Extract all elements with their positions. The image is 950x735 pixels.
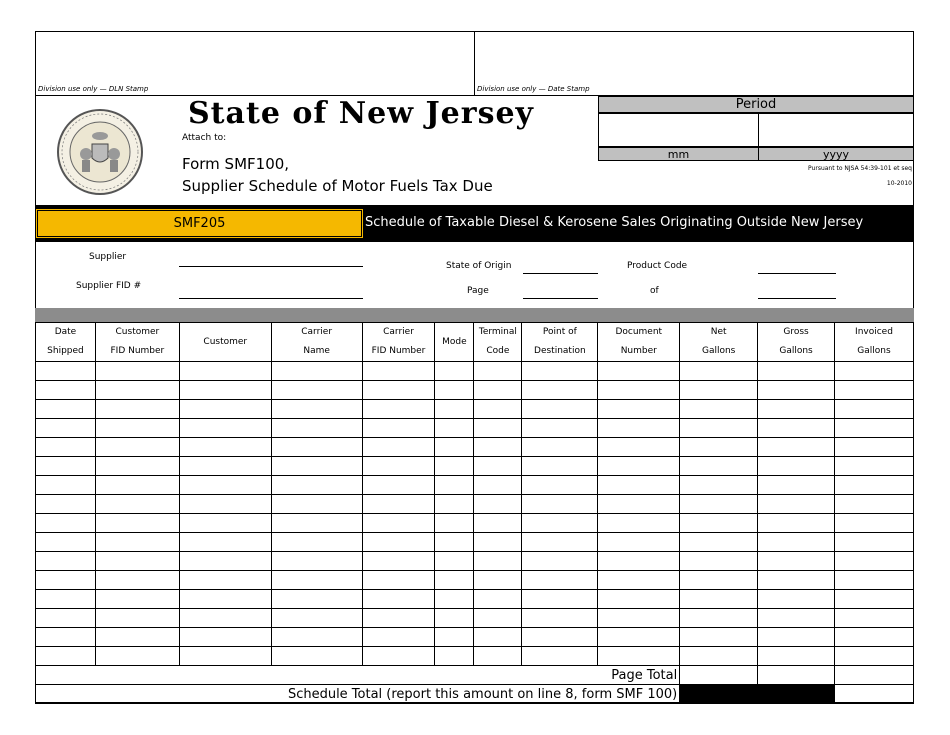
table-cell[interactable] xyxy=(522,609,598,628)
table-cell[interactable] xyxy=(680,533,758,552)
page-total-net-cell[interactable] xyxy=(680,666,758,685)
table-cell[interactable] xyxy=(36,419,96,438)
table-cell[interactable] xyxy=(179,609,271,628)
table-cell[interactable] xyxy=(474,552,522,571)
table-cell[interactable] xyxy=(36,590,96,609)
supplier-label: Supplier xyxy=(89,252,127,262)
table-cell[interactable] xyxy=(271,400,362,419)
table-row xyxy=(36,571,914,590)
table-cell[interactable] xyxy=(474,400,522,419)
table-cell[interactable] xyxy=(271,495,362,514)
col-header-gross-gallons: Gross Gallons xyxy=(758,323,835,362)
col-header-carrier-name: Carrier Name xyxy=(271,323,362,362)
table-cell[interactable] xyxy=(179,419,271,438)
product-code-input[interactable] xyxy=(758,273,836,274)
col-header-terminal-code: Terminal Code xyxy=(474,323,522,362)
table-cell[interactable] xyxy=(835,476,914,495)
table-cell[interactable] xyxy=(680,419,758,438)
table-cell[interactable] xyxy=(36,362,96,381)
period-yyyy-label: yyyy xyxy=(758,147,914,161)
table-cell[interactable] xyxy=(362,476,435,495)
table-cell[interactable] xyxy=(758,381,835,400)
schedule-title: Schedule of Taxable Diesel & Kerosene Sales Originating Outside New Jersey xyxy=(365,215,864,230)
table-cell[interactable] xyxy=(95,362,179,381)
table-cell[interactable] xyxy=(179,514,271,533)
table-cell[interactable] xyxy=(95,514,179,533)
page-total-label: Page Total xyxy=(36,666,680,685)
table-cell[interactable] xyxy=(835,533,914,552)
table-cell[interactable] xyxy=(680,400,758,419)
table-cell[interactable] xyxy=(435,647,474,666)
date-stamp-label: Division use only — Date Stamp xyxy=(477,85,590,93)
table-cell[interactable] xyxy=(522,495,598,514)
table-cell[interactable] xyxy=(758,590,835,609)
table-cell[interactable] xyxy=(435,438,474,457)
schedule-total-label: Schedule Total (report this amount on line 8, form SMF 100) xyxy=(36,685,680,704)
table-cell[interactable] xyxy=(435,609,474,628)
state-origin-label: State of Origin xyxy=(446,261,512,271)
table-cell[interactable] xyxy=(680,438,758,457)
table-cell[interactable] xyxy=(758,400,835,419)
table-cell[interactable] xyxy=(362,400,435,419)
period-year-input[interactable] xyxy=(758,113,914,147)
table-row xyxy=(36,552,914,571)
table-cell[interactable] xyxy=(598,571,680,590)
table-cell[interactable] xyxy=(680,552,758,571)
of-label: of xyxy=(650,286,659,296)
table-cell[interactable] xyxy=(680,476,758,495)
table-cell[interactable] xyxy=(36,647,96,666)
table-row xyxy=(36,381,914,400)
table-cell[interactable] xyxy=(474,590,522,609)
table-cell[interactable] xyxy=(435,590,474,609)
table-cell[interactable] xyxy=(95,381,179,400)
table-cell[interactable] xyxy=(362,533,435,552)
table-cell[interactable] xyxy=(95,552,179,571)
table-cell[interactable] xyxy=(835,362,914,381)
table-cell[interactable] xyxy=(835,628,914,647)
supplier-fid-input[interactable] xyxy=(179,298,363,299)
statute-text: Pursuant to NJSA 54:39-101 et seq xyxy=(808,165,912,172)
table-cell[interactable] xyxy=(598,476,680,495)
table-cell[interactable] xyxy=(758,495,835,514)
table-cell[interactable] xyxy=(362,571,435,590)
table-cell[interactable] xyxy=(179,647,271,666)
table-cell[interactable] xyxy=(680,590,758,609)
table-cell[interactable] xyxy=(271,571,362,590)
table-cell[interactable] xyxy=(522,476,598,495)
table-cell[interactable] xyxy=(362,647,435,666)
table-cell[interactable] xyxy=(758,457,835,476)
table-cell[interactable] xyxy=(474,628,522,647)
table-cell[interactable] xyxy=(95,628,179,647)
table-cell[interactable] xyxy=(179,552,271,571)
table-cell[interactable] xyxy=(680,609,758,628)
table-cell[interactable] xyxy=(179,362,271,381)
table-cell[interactable] xyxy=(36,552,96,571)
table-cell[interactable] xyxy=(179,381,271,400)
table-cell[interactable] xyxy=(522,457,598,476)
table-cell[interactable] xyxy=(435,476,474,495)
table-cell[interactable] xyxy=(598,590,680,609)
table-cell[interactable] xyxy=(95,438,179,457)
table-cell[interactable] xyxy=(179,438,271,457)
table-cell[interactable] xyxy=(435,495,474,514)
schedule-total-row xyxy=(36,685,914,704)
table-cell[interactable] xyxy=(95,609,179,628)
table-cell[interactable] xyxy=(598,457,680,476)
table-cell[interactable] xyxy=(36,381,96,400)
table-cell[interactable] xyxy=(758,647,835,666)
table-cell[interactable] xyxy=(36,476,96,495)
table-cell[interactable] xyxy=(835,495,914,514)
table-cell[interactable] xyxy=(362,552,435,571)
table-cell[interactable] xyxy=(362,495,435,514)
table-cell[interactable] xyxy=(362,362,435,381)
table-cell[interactable] xyxy=(835,400,914,419)
page-total-invoiced-cell[interactable] xyxy=(835,666,914,685)
period-mm-label: mm xyxy=(598,147,759,161)
table-cell[interactable] xyxy=(95,495,179,514)
col-header-document-number: Document Number xyxy=(598,323,680,362)
col-header-mode: Mode xyxy=(435,323,474,362)
table-cell[interactable] xyxy=(95,590,179,609)
table-cell[interactable] xyxy=(435,400,474,419)
col-header-point-destination: Point of Destination xyxy=(522,323,598,362)
table-cell[interactable] xyxy=(680,381,758,400)
table-row xyxy=(36,533,914,552)
table-cell[interactable] xyxy=(36,571,96,590)
table-cell[interactable] xyxy=(435,628,474,647)
table-cell[interactable] xyxy=(835,381,914,400)
table-cell[interactable] xyxy=(271,457,362,476)
col-header-invoiced-gallons: Invoiced Gallons xyxy=(835,323,914,362)
table-cell[interactable] xyxy=(362,628,435,647)
table-cell[interactable] xyxy=(598,514,680,533)
table-row xyxy=(36,590,914,609)
table-cell[interactable] xyxy=(598,362,680,381)
table-cell[interactable] xyxy=(435,514,474,533)
table-cell[interactable] xyxy=(758,419,835,438)
table-cell[interactable] xyxy=(36,495,96,514)
table-cell[interactable] xyxy=(362,514,435,533)
form-line-1: Form SMF100, xyxy=(182,155,290,173)
table-cell[interactable] xyxy=(435,419,474,438)
table-cell[interactable] xyxy=(474,381,522,400)
table-cell[interactable] xyxy=(474,362,522,381)
table-cell[interactable] xyxy=(271,628,362,647)
table-cell[interactable] xyxy=(435,571,474,590)
table-cell[interactable] xyxy=(598,552,680,571)
page-total-gross-cell[interactable] xyxy=(758,666,835,685)
table-cell[interactable] xyxy=(598,647,680,666)
table-cell[interactable] xyxy=(680,647,758,666)
table-cell[interactable] xyxy=(435,533,474,552)
table-cell[interactable] xyxy=(179,571,271,590)
product-code-label: Product Code xyxy=(627,261,688,271)
table-cell[interactable] xyxy=(179,495,271,514)
table-cell[interactable] xyxy=(474,514,522,533)
table-cell[interactable] xyxy=(36,533,96,552)
table-cell[interactable] xyxy=(271,438,362,457)
table-row xyxy=(36,419,914,438)
schedule-code: SMF205 xyxy=(35,208,364,239)
table-cell[interactable] xyxy=(474,533,522,552)
table-cell[interactable] xyxy=(522,628,598,647)
table-cell[interactable] xyxy=(680,457,758,476)
table-cell[interactable] xyxy=(95,419,179,438)
table-cell[interactable] xyxy=(758,362,835,381)
table-cell[interactable] xyxy=(522,438,598,457)
table-cell[interactable] xyxy=(271,419,362,438)
table-cell[interactable] xyxy=(362,419,435,438)
table-cell[interactable] xyxy=(758,609,835,628)
table-cell[interactable] xyxy=(835,609,914,628)
state-title: State of New Jersey xyxy=(188,96,534,131)
table-cell[interactable] xyxy=(95,647,179,666)
col-header-net-gallons: Net Gallons xyxy=(680,323,758,362)
table-cell[interactable] xyxy=(36,609,96,628)
col-header-customer-fid: Customer FID Number xyxy=(95,323,179,362)
page-total-row xyxy=(36,666,914,685)
table-cell[interactable] xyxy=(36,457,96,476)
table-cell[interactable] xyxy=(36,514,96,533)
table-cell[interactable] xyxy=(522,571,598,590)
schedule-table xyxy=(35,322,914,704)
table-cell[interactable] xyxy=(598,400,680,419)
table-row xyxy=(36,647,914,666)
table-cell[interactable] xyxy=(758,628,835,647)
table-cell[interactable] xyxy=(758,476,835,495)
table-cell[interactable] xyxy=(271,533,362,552)
table-cell[interactable] xyxy=(758,533,835,552)
supplier-input[interactable] xyxy=(179,266,363,267)
table-cell[interactable] xyxy=(36,628,96,647)
table-cell[interactable] xyxy=(522,647,598,666)
table-cell[interactable] xyxy=(835,419,914,438)
table-cell[interactable] xyxy=(362,609,435,628)
table-cell[interactable] xyxy=(95,533,179,552)
table-cell[interactable] xyxy=(474,476,522,495)
schedule-total-blackout xyxy=(680,685,835,704)
page-input[interactable] xyxy=(523,298,598,299)
schedule-total-invoiced-cell[interactable] xyxy=(835,685,914,704)
table-cell[interactable] xyxy=(362,438,435,457)
col-header-date-shipped: Date Shipped xyxy=(36,323,96,362)
table-cell[interactable] xyxy=(758,552,835,571)
table-cell[interactable] xyxy=(474,419,522,438)
table-cell[interactable] xyxy=(680,495,758,514)
table-cell[interactable] xyxy=(271,590,362,609)
table-cell[interactable] xyxy=(598,495,680,514)
table-cell[interactable] xyxy=(598,381,680,400)
table-cell[interactable] xyxy=(522,381,598,400)
table-cell[interactable] xyxy=(522,590,598,609)
table-cell[interactable] xyxy=(598,628,680,647)
table-cell[interactable] xyxy=(95,400,179,419)
table-cell[interactable] xyxy=(271,381,362,400)
table-cell[interactable] xyxy=(598,438,680,457)
table-cell[interactable] xyxy=(474,457,522,476)
period-month-input[interactable] xyxy=(598,113,759,147)
table-cell[interactable] xyxy=(36,400,96,419)
table-cell[interactable] xyxy=(758,438,835,457)
table-cell[interactable] xyxy=(522,533,598,552)
table-cell[interactable] xyxy=(271,552,362,571)
table-cell[interactable] xyxy=(271,514,362,533)
table-cell[interactable] xyxy=(179,457,271,476)
table-cell[interactable] xyxy=(271,647,362,666)
table-row xyxy=(36,457,914,476)
attach-to-label: Attach to: xyxy=(182,133,227,143)
table-cell[interactable] xyxy=(835,552,914,571)
date-stamp-box xyxy=(474,31,914,96)
table-cell[interactable] xyxy=(835,647,914,666)
table-cell[interactable] xyxy=(835,457,914,476)
table-cell[interactable] xyxy=(271,476,362,495)
table-cell[interactable] xyxy=(179,590,271,609)
col-header-carrier-fid: Carrier FID Number xyxy=(362,323,435,362)
table-cell[interactable] xyxy=(435,552,474,571)
table-header-row xyxy=(36,323,914,362)
dln-stamp-label: Division use only — DLN Stamp xyxy=(38,85,149,93)
section-divider xyxy=(35,308,914,322)
table-cell[interactable] xyxy=(598,533,680,552)
table-cell[interactable] xyxy=(435,381,474,400)
table-cell[interactable] xyxy=(835,438,914,457)
page-of-input[interactable] xyxy=(758,298,836,299)
table-cell[interactable] xyxy=(179,400,271,419)
table-cell[interactable] xyxy=(835,590,914,609)
table-cell[interactable] xyxy=(435,457,474,476)
table-cell[interactable] xyxy=(474,647,522,666)
table-cell[interactable] xyxy=(271,362,362,381)
table-cell[interactable] xyxy=(758,571,835,590)
revision-text: 10-2010 xyxy=(886,180,912,187)
table-cell[interactable] xyxy=(362,381,435,400)
table-cell[interactable] xyxy=(522,514,598,533)
table-row xyxy=(36,400,914,419)
table-cell[interactable] xyxy=(680,362,758,381)
table-row xyxy=(36,495,914,514)
col-header-customer: Customer xyxy=(179,323,271,362)
table-cell[interactable] xyxy=(474,495,522,514)
table-cell[interactable] xyxy=(522,419,598,438)
dln-stamp-box xyxy=(35,31,475,96)
table-cell[interactable] xyxy=(95,571,179,590)
table-cell[interactable] xyxy=(758,514,835,533)
table-cell[interactable] xyxy=(362,590,435,609)
table-cell[interactable] xyxy=(179,628,271,647)
table-cell[interactable] xyxy=(435,362,474,381)
table-cell[interactable] xyxy=(598,609,680,628)
table-row xyxy=(36,628,914,647)
form-line-2: Supplier Schedule of Motor Fuels Tax Due xyxy=(182,177,493,195)
table-cell[interactable] xyxy=(36,438,96,457)
table-cell[interactable] xyxy=(680,571,758,590)
table-cell[interactable] xyxy=(95,457,179,476)
table-cell[interactable] xyxy=(522,552,598,571)
table-cell[interactable] xyxy=(598,419,680,438)
page-label: Page xyxy=(467,286,489,296)
table-cell[interactable] xyxy=(680,514,758,533)
period-header: Period xyxy=(598,96,914,113)
table-cell[interactable] xyxy=(95,476,179,495)
table-cell[interactable] xyxy=(835,571,914,590)
table-cell[interactable] xyxy=(474,609,522,628)
table-cell[interactable] xyxy=(179,533,271,552)
table-cell[interactable] xyxy=(179,476,271,495)
table-row xyxy=(36,609,914,628)
table-row xyxy=(36,362,914,381)
nj-state-seal-icon xyxy=(56,108,144,196)
table-cell[interactable] xyxy=(474,571,522,590)
table-row xyxy=(36,514,914,533)
table-cell[interactable] xyxy=(680,628,758,647)
table-cell[interactable] xyxy=(522,400,598,419)
state-origin-input[interactable] xyxy=(523,273,598,274)
table-row xyxy=(36,476,914,495)
table-row xyxy=(36,438,914,457)
table-cell[interactable] xyxy=(362,457,435,476)
table-cell[interactable] xyxy=(835,514,914,533)
table-cell[interactable] xyxy=(271,609,362,628)
table-cell[interactable] xyxy=(474,438,522,457)
supplier-fid-label: Supplier FID # xyxy=(76,281,142,291)
table-cell[interactable] xyxy=(522,362,598,381)
